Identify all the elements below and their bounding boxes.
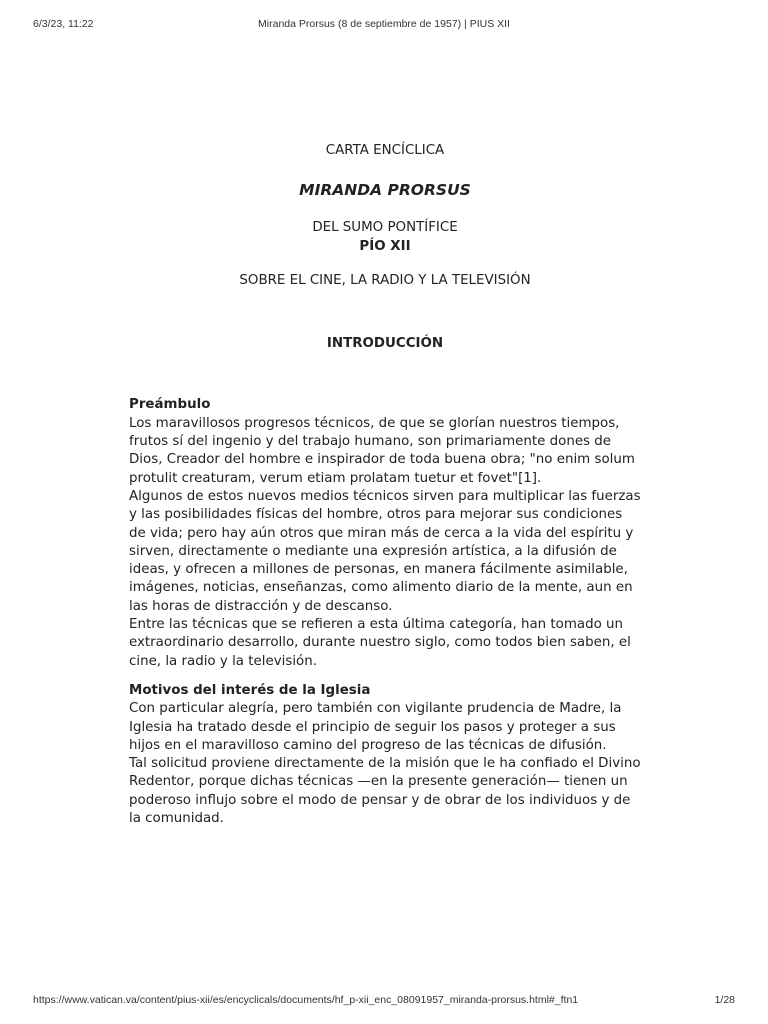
print-datetime: 6/3/23, 11:22 [33,18,94,30]
subheading-motivos: Motivos del interés de la Iglesia [129,682,371,698]
subheading-preambulo: Preámbulo [129,397,211,413]
paragraph: Tal solicitud proviene directamente de la misión que le ha confiado el Divino Redentor, porque dichas técnicas —en la presente generación— tienen un poderoso influjo sobre el modo de pensar y de obrar de los individuos y de la comunidad. [129,756,641,827]
document-title: MIRANDA PRORSUS [299,181,471,200]
document-type: CARTA ENCÍCLICA [325,143,445,158]
print-footer [0,994,768,1008]
paragraph: Los maravillosos progresos técnicos, de que se glorían nuestros tiempos, frutos sí del ingenio y del trabajo humano, son primariamente dones de Dios, Creador del hombre e inspirador de toda buena obra; "no enim solum protulit creaturam, verum etiam prolatam tuetur et fovet"[1]. [129,415,635,486]
print-page-count: 1/28 [714,994,735,1006]
paragraph: Algunos de estos nuevos medios técnicos sirven para multiplicar las fuerzas y las posibilidades físicas del hombre, otros para mejorar sus condiciones de vida; pero hay aún otros que miran más de cerca a la vida del espíritu y sirven, directamente o mediante una expresión artística, a la difusión de ideas, y ofrecen a millones de personas, en manera fácilmente asimilable, imágenes, noticias, enseñanzas, como alimento diario de la mente, aun en las horas de distracción y de descanso. [129,488,641,614]
print-header [0,18,768,32]
author-line: DEL SUMO PONTÍFICE [312,220,458,236]
author-name: PÍO XII [359,238,411,254]
document-body [129,141,641,828]
print-url: https://www.vatican.va/content/pius-xii/es/encyclicals/documents/hf_p-xii_enc_08091957_miranda-prorsus.html#_ftn1 [33,994,579,1006]
print-page-title: Miranda Prorsus (8 de septiembre de 1957) | PIUS XII [258,18,510,30]
section-heading-introduccion: INTRODUCCIÓN [326,336,444,352]
paragraph: Con particular alegría, pero también con vigilante prudencia de Madre, la Iglesia ha tratado desde el principio de seguir los pasos y proteger a sus hijos en el maravilloso camino del progreso de las técnicas de difusión. [129,701,622,753]
document-subject: SOBRE EL CINE, LA RADIO Y LA TELEVISIÓN [239,272,531,288]
paragraph: Entre las técnicas que se refieren a esta última categoría, han tomado un extraordinario desarrollo, durante nuestro siglo, como todos bien saben, el cine, la radio y la televisión. [129,617,631,669]
